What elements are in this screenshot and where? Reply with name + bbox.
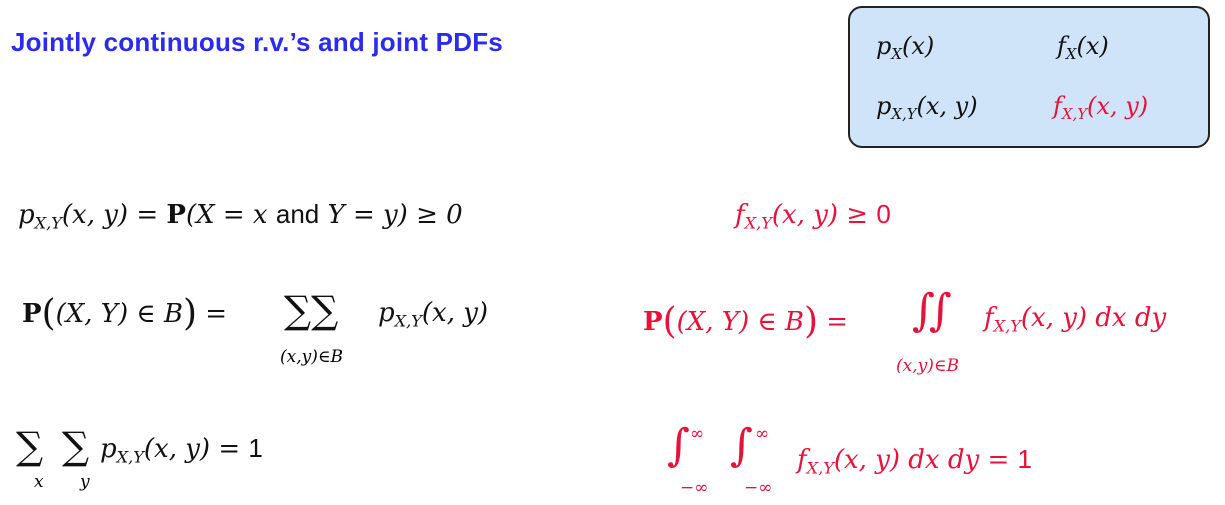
double-sum-symbol: ∑∑ [284,288,339,332]
pmf-xy-notation: $p_{X,Y}(x$, y) [876,92,978,124]
sum-y-limit: y [80,472,90,492]
inner-upper-limit: ∞ [755,424,770,444]
notation-box [848,6,1210,148]
pmf-x-notation: $p_X(x)$ [876,32,935,64]
outer-integral-symbol: ∫ [667,420,690,471]
continuous-event-probability: P((X, Y) ∈ B) = [643,301,849,342]
discrete-event-probability: P((X, Y) ∈ B) = [22,293,228,334]
discrete-pmf-definition: $p_{X,Y}(x$, y) = P(X = x and Y = y) ≥ 0 [18,199,463,233]
slide-title: Jointly continuous r.v.’s and joint PDFs [11,27,503,57]
discrete-normalization: $p_{X,Y}(x$, y) = 1 [100,433,263,467]
pdf-x-notation: $f_X(x)$ [1057,32,1109,64]
sum-limit-label: (x,y)∈B [280,347,343,367]
outer-lower-limit: −∞ [680,478,709,498]
sum-x-limit: x [34,472,44,492]
sum-over-y-symbol: ∑ [62,424,90,468]
continuous-normalization: $f_{X,Y}(x$, y) dx dy = 1 [797,444,1032,478]
double-integral-symbol: ∫∫ [912,285,946,336]
continuous-pdf-definition: $f_{X,Y}(x$, y) ≥ 0 [735,199,891,233]
inner-integral-symbol: ∫ [730,420,753,471]
outer-upper-limit: ∞ [690,424,705,444]
continuous-event-integrand: $f_{X,Y}(x$, y) dx dy [984,303,1167,336]
sum-over-x-symbol: ∑ [16,424,44,468]
inner-lower-limit: −∞ [744,478,773,498]
pdf-xy-notation: $f_{X,Y}(x$, y) [1053,92,1149,124]
discrete-event-summand: $p_{X,Y}(x$, y) [378,298,489,331]
integral-limit-label: (x,y)∈B [896,356,959,376]
